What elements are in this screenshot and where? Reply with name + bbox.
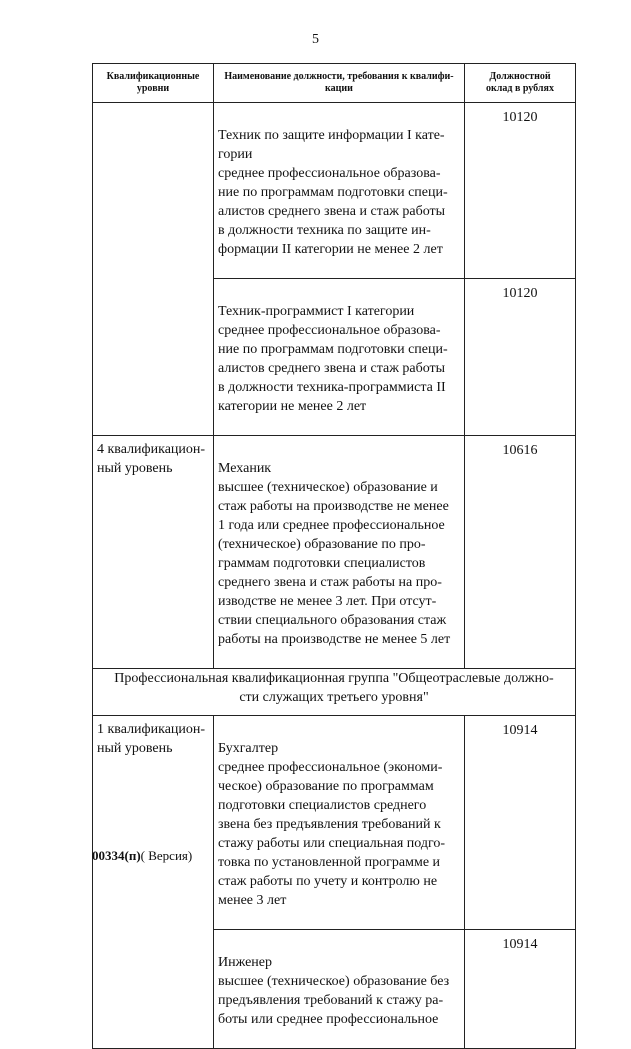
- header-position-requirements: Наименование должности, требования к квалифи- кации: [214, 64, 465, 103]
- position-cell: [214, 279, 465, 436]
- qualification-level-cell: 1 квалификацион- ный уровень: [93, 716, 214, 1049]
- position-cell: [214, 716, 465, 930]
- position-requirements: среднее профессиональное (экономи- ческое) образование по программам подготовки специалистов среднего звена без предъявления требований к стажу работы или специальная подго- товка по установленной программе и стаж работы по учету и контролю не менее 3 лет: [218, 760, 446, 908]
- position-cell: [214, 103, 465, 279]
- page-number: 5: [312, 32, 319, 47]
- position-requirements: среднее профессиональное образова- ние по программам подготовки специ- алистов среднего звена и стаж работы в должности техника-программиста II категории не менее 2 лет: [218, 323, 448, 414]
- table-header-row: [93, 64, 576, 103]
- position-requirements: среднее профессиональное образова- ние по программам подготовки специ- алистов среднего звена и стаж работы в должности техника по защите ин- формации II категории не менее 2 лет: [218, 166, 448, 257]
- position-title: Механик: [218, 461, 272, 476]
- position-title: Инженер: [218, 955, 273, 970]
- qualification-level-cell: [93, 103, 214, 436]
- position-title: Бухгалтер: [218, 741, 279, 756]
- salary-cell: 10120: [465, 279, 576, 436]
- position-requirements: высшее (техническое) образование без предъявления требований к стажу ра- боты или среднее профессиональное: [218, 974, 450, 1027]
- document-code: 00334(п): [92, 848, 141, 863]
- salary-cell: 10616: [465, 436, 576, 669]
- salary-cell: 10914: [465, 930, 576, 1049]
- table-row: [93, 436, 576, 669]
- position-cell: [214, 436, 465, 669]
- salary-table: [92, 63, 576, 1049]
- position-title: Техник по защите информации I кате- гории: [218, 128, 445, 162]
- footer-document-code: [92, 848, 192, 864]
- salary-cell: 10120: [465, 103, 576, 279]
- qualification-level-cell: 4 квалификацион- ный уровень: [93, 436, 214, 669]
- header-salary: Должностной оклад в рублях: [465, 64, 576, 103]
- position-requirements: высшее (техническое) образование и стаж работы на производстве не менее 1 года или среднее профессиональное (техническое) образование по про- граммам подготовки специалистов среднего звена и стаж работы на про- изводстве не менее 3 лет. При отсут- ствии специального образования стаж работы на производстве не менее 5 лет: [218, 480, 451, 647]
- group-title-row: [93, 669, 576, 716]
- position-title: Техник-программист I категории: [218, 304, 415, 319]
- header-qualification-levels: Квалификационные уровни: [93, 64, 214, 103]
- table-row: [93, 103, 576, 279]
- table-row: [93, 716, 576, 930]
- position-cell: [214, 930, 465, 1049]
- document-version: ( Версия): [140, 848, 193, 863]
- salary-cell: 10914: [465, 716, 576, 930]
- group-title: Профессиональная квалификационная группа "Общеотраслевые должно- сти служащих третьего уровня": [93, 669, 576, 716]
